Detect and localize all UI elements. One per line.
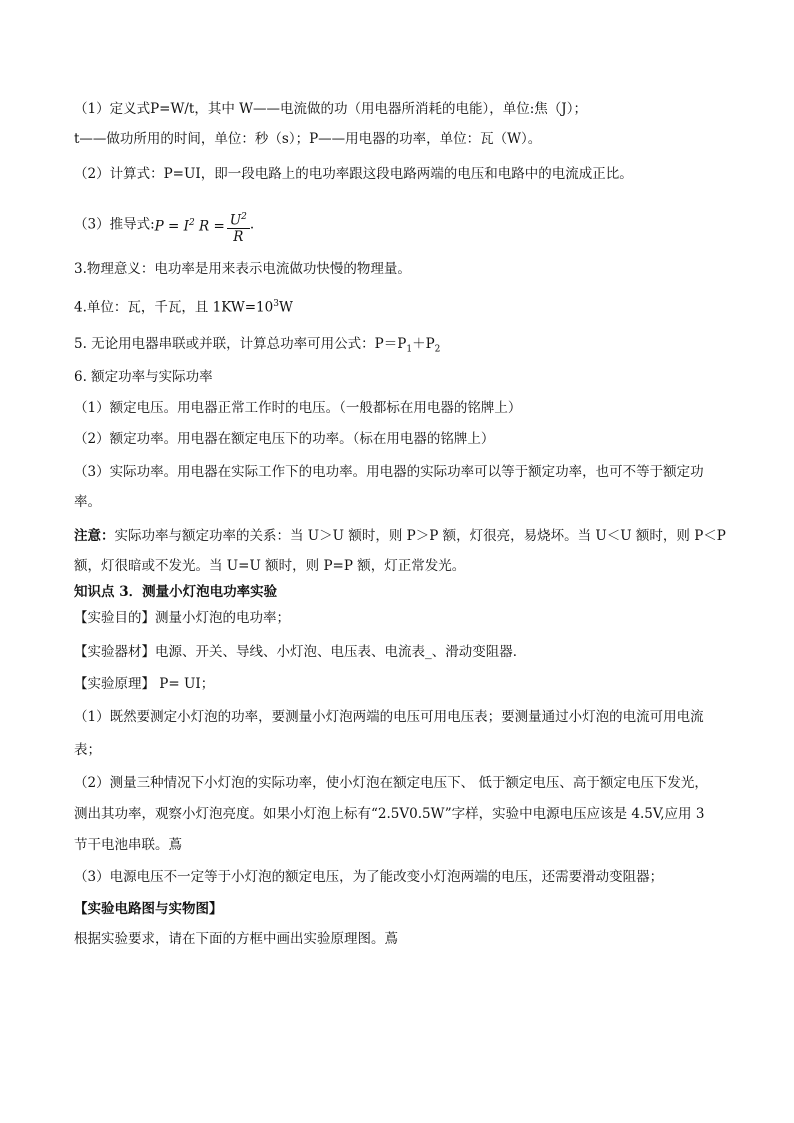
- text-line-draw-instruction: 根据实验要求，请在下面的方框中画出实验原理图。蔦: [74, 931, 398, 947]
- text-line-rated-vs-actual: 6. 额定功率与实际功率: [74, 369, 213, 385]
- text-line-experiment-principle: 【实验原理】 P= UI；: [74, 676, 215, 692]
- text-line-principle-3: （3）电源电压不一定等于小灯泡的额定电压，为了能改变小灯泡两端的电压，还需要滑动变阻器；: [74, 869, 664, 885]
- text-line-rated-power: （2）额定功率。用电器在额定电压下的功率。（标在用电器的铭牌上）: [74, 431, 495, 447]
- text-line-note: 注意：实际功率与额定功率的关系：当 U＞U 额时，则 P＞P 额，灯很亮，易烧坏。当 U＜U 额时，则 P＜P: [74, 528, 726, 544]
- section-heading-circuit-diagram: 【实验电路图与实物图】: [74, 901, 223, 917]
- text-line-note-cont: 额，灯很暗或不发光。当 U=U 额时，则 P=P 额，灯正常发光。: [74, 558, 466, 574]
- text-line-derived-formula: （3）推导式:P = $I^2$ R = $\frac{U^2}{R}$ .: [74, 205, 254, 245]
- text-line-experiment-goal: 【实验目的】测量小灯泡的电功率；: [74, 610, 290, 626]
- text-line-principle-2: （2）测量三种情况下小灯泡的实际功率，使小灯泡在额定电压下、 低于额定电压、高于额定电压下发光，: [74, 775, 708, 791]
- formula-fraction: $\frac{U^2}{R}$: [227, 209, 250, 246]
- text-line-experiment-equipment: 【实验器材】电源、开关、导线、小灯泡、电压表、电流表_、滑动变阻器．: [74, 644, 527, 660]
- text-line-physical-meaning: 3.物理意义：电功率是用来表示电流做功快慢的物理量。: [74, 261, 411, 277]
- text-line-definition: （1）定义式P=W/t，其中 W——电流做的功（用电器所消耗的电能），单位:焦（J）；: [74, 101, 587, 117]
- text-line-actual-power: （3）实际功率。用电器在实际工作下的电功率。用电器的实际功率可以等于额定功率，也可不等于额定功: [74, 464, 704, 480]
- text-line-units: t——做功所用的时间，单位：秒（s）；P——用电器的功率，单位：瓦（W）。: [74, 131, 542, 147]
- derived-formula-label: （3）推导式:: [74, 216, 155, 233]
- section-heading-knowledge-point-3: 知识点 3．测量小灯泡电功率实验: [74, 584, 278, 600]
- derived-formula: $P = I^2$ R = $\frac{U^2}{R}$: [155, 205, 250, 245]
- text-line-unit-conversion: 4.单位：瓦，千瓦，且 $1KW=10^3W$: [74, 299, 293, 316]
- text-line-principle-1: （1）既然要测定小灯泡的功率，要测量小灯泡两端的电压可用电压表；要测量通过小灯泡的电流可用电流: [74, 709, 704, 725]
- text-line-calculation: （2）计算式：P=UI，即一段电路上的电功率跟这段电路两端的电压和电路中的电流成正比。: [74, 166, 633, 182]
- text-line-principle-1-cont: 表；: [74, 742, 101, 758]
- note-label: 注意：: [74, 528, 115, 544]
- text-line-total-power: 5. 无论用电器串联或并联，计算总功率可用公式：$P=P_1+P_2$: [74, 336, 441, 355]
- text-line-actual-power-cont: 率。: [74, 494, 101, 510]
- text-line-principle-2-end: 节干电池串联。蔦: [74, 837, 182, 853]
- text-line-rated-voltage: （1）额定电压。用电器正常工作时的电压。（一般都标在用电器的铭牌上）: [74, 400, 522, 416]
- text-line-principle-2-cont: 测出其功率，观察小灯泡亮度。如果小灯泡上标有“2.5V0.5W”字样，实验中电源电压应该是 4.5V,应用 3: [74, 806, 705, 822]
